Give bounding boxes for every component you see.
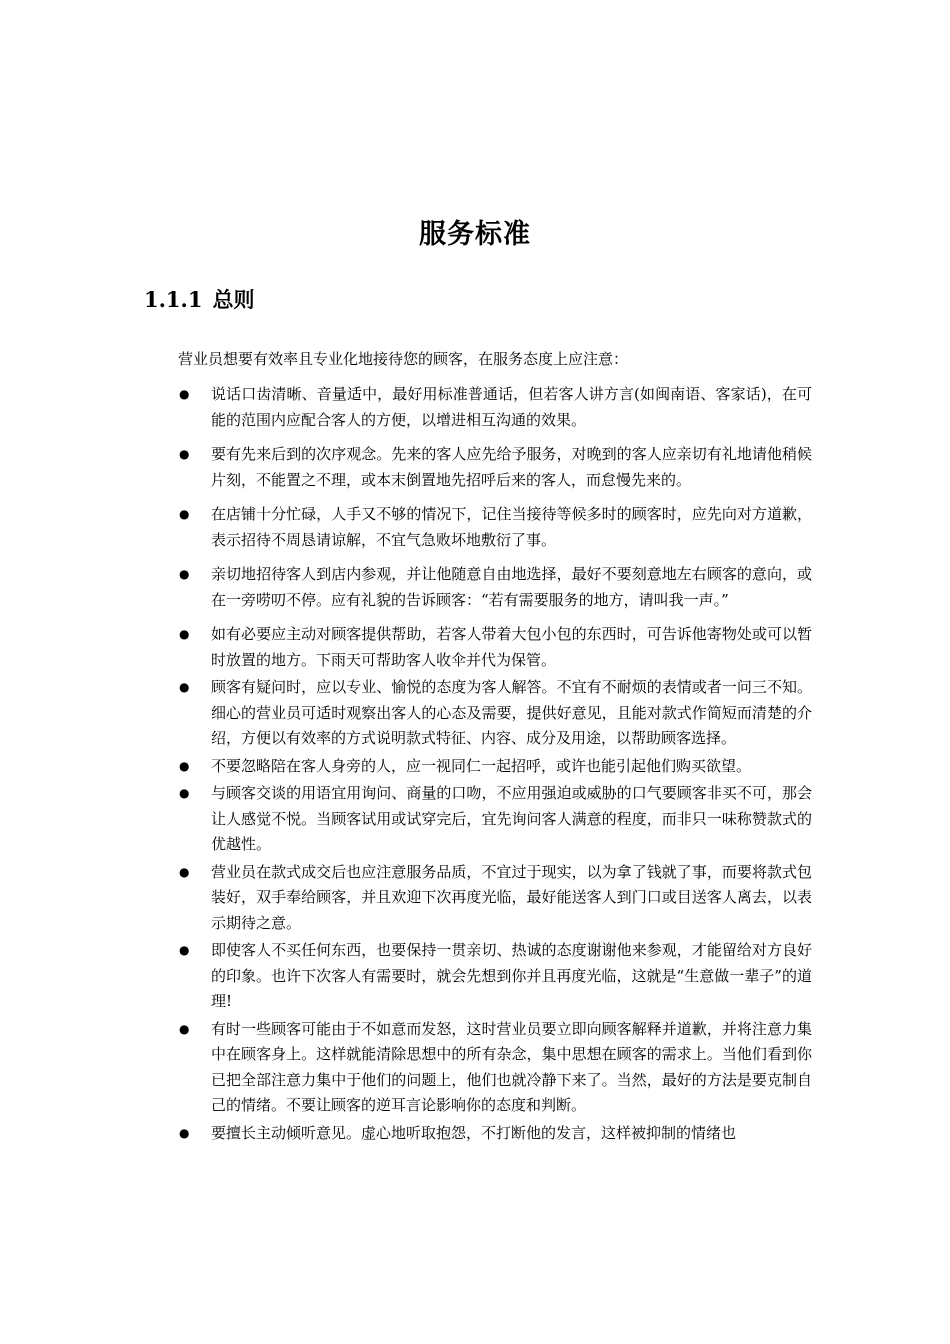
list-item xyxy=(172,1017,812,1119)
page-title: 服务标准 xyxy=(419,219,531,250)
list-item xyxy=(172,938,812,1015)
list-item-text: 营业员在款式成交后也应注意服务品质，不宜过于现实，以为拿了钱就了事，而要将款式包装好，双手奉给顾客，并且欢迎下次再度光临，最好能送客人到门口或目送客人离去，以表示期待之意。 xyxy=(211,862,812,932)
list-item-text: 有时一些顾客可能由于不如意而发怒，这时营业员要立即向顾客解释并道歉，并将注意力集中在顾客身上。这样就能清除思想中的所有杂念，集中思想在顾客的需求上。当他们看到你已把全部注意力集中于他们的问题上，他们也就冷静下来了。当然，最好的方法是要克制自己的情绪。不要让顾客的逆耳言论影响你的态度和判断。 xyxy=(211,1019,812,1114)
list-item-text: 要擅长主动倾听意见。虚心地听取抱怨，不打断他的发言，这样被抑制的情绪也 xyxy=(211,1123,737,1142)
list-item-text: 亲切地招待客人到店内参观，并让他随意自由地选择，最好不要刻意地左右顾客的意向，或在一旁唠叨不停。应有礼貌的告诉顾客：“若有需要服务的地方，请叫我一声。” xyxy=(211,565,812,609)
list-item-text: 顾客有疑问时，应以专业、愉悦的态度为客人解答。不宜有不耐烦的表情或者一问三不知。细心的营业员可适时观察出客人的心态及需要，提供好意见，且能对款式作简短而清楚的介绍，方便以有效率的方式说明款式特征、内容、成分及用途，以帮助顾客选择。 xyxy=(211,678,812,747)
list-item-text: 在店铺十分忙碌，人手又不够的情况下，记住当接待等候多时的顾客时，应先向对方道歉，表示招待不周恳请谅解，不宜气急败坏地敷衍了事。 xyxy=(211,505,812,549)
list-item-text: 如有必要应主动对顾客提供帮助，若客人带着大包小包的东西时，可告诉他寄物处或可以暂时放置的地方。下雨天可帮助客人收伞并代为保管。 xyxy=(211,625,812,669)
intro-paragraph: 营业员想要有效率且专业化地接待您的顾客，在服务态度上应注意： xyxy=(178,350,629,368)
list-item xyxy=(172,675,812,752)
list-item xyxy=(172,502,812,553)
list-item xyxy=(172,562,812,613)
list-item xyxy=(172,781,812,858)
list-item xyxy=(172,622,812,673)
bullet-icon: ● xyxy=(179,680,190,694)
bullet-icon: ● xyxy=(179,627,190,641)
section-title: 总则 xyxy=(212,288,255,312)
list-item-text: 要有先来后到的次序观念。先来的客人应先给予服务，对晚到的客人应亲切有礼地请他稍候片刻，不能置之不理，或本末倒置地先招呼后来的客人，而怠慢先来的。 xyxy=(211,445,812,489)
list-item-text: 说话口齿清晰、音量适中，最好用标准普通话，但若客人讲方言(如闽南语、客家话)，在可能的范围内应配合客人的方便，以增进相互沟通的效果。 xyxy=(211,385,812,429)
bullet-icon: ● xyxy=(179,1021,190,1036)
bullet-list xyxy=(172,382,812,1148)
bullet-icon: ● xyxy=(179,387,190,401)
list-item-text: 不要忽略陪在客人身旁的人，应一视同仁一起招呼，或许也能引起他们购买欲望。 xyxy=(211,756,752,775)
list-item xyxy=(172,754,812,780)
bullet-icon: ● xyxy=(179,786,190,800)
bullet-icon: ● xyxy=(179,864,190,879)
list-item xyxy=(172,1121,812,1147)
list-item xyxy=(172,442,812,493)
section-number: 1.1.1 xyxy=(144,287,203,312)
bullet-icon: ● xyxy=(179,507,190,521)
bullet-icon: ● xyxy=(179,1125,190,1140)
bullet-icon: ● xyxy=(179,447,190,461)
bullet-icon: ● xyxy=(179,943,190,957)
list-item xyxy=(172,382,812,433)
list-item-text: 与顾客交谈的用语宜用询问、商量的口吻，不应用强迫或威胁的口气要顾客非买不可，那会让人感觉不悦。当顾客试用或试穿完后，宜先询问客人满意的程度，而非只一味称赞款式的优越性。 xyxy=(211,784,812,853)
bullet-icon: ● xyxy=(179,758,190,773)
bullet-icon: ● xyxy=(179,567,190,581)
section-heading xyxy=(144,284,254,314)
list-item-text: 即使客人不买任何东西，也要保持一贯亲切、热诚的态度谢谢他来参观，才能留给对方良好的印象。也许下次客人有需要时，就会先想到你并且再度光临，这就是“生意做一辈子”的道理! xyxy=(211,941,812,1010)
list-item xyxy=(172,860,812,937)
